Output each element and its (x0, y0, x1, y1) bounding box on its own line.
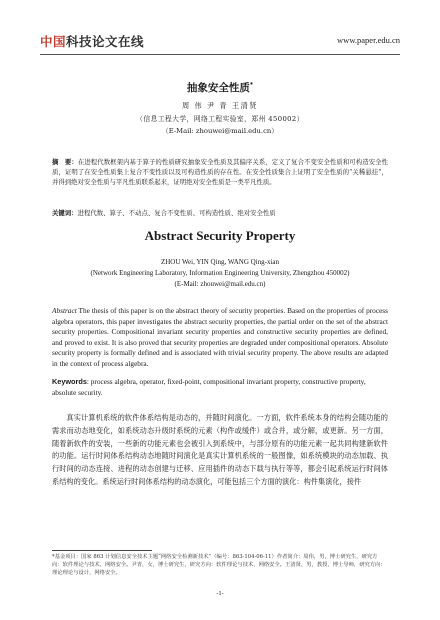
en-keywords-text: process algebra, operator, fixed-point, compositional invariant property, constructive property, absolute security. (52, 377, 366, 397)
cn-title-footnote-mark: * (249, 81, 254, 89)
cn-title-text: 抽象安全性质 (186, 82, 250, 94)
en-abstract (52, 306, 388, 370)
en-affiliation: (Network Engineering Laboratory, Information Engineering University, Zhengzhou 450002) (90, 269, 350, 277)
cn-affiliation: （信息工程大学，网络工程实验室，郑州 450002） (136, 115, 304, 123)
site-url[interactable]: www.paper.edu.cn (337, 35, 400, 45)
page-header (40, 30, 400, 52)
cn-abstract-text: 在进程代数框架内基于算子的性质研究抽象安全性质及其偏序关系，定义了复合不变安全性质和可构造安全性质，证明了在安全性质集上复合不变性质以及可构造性质的存在性。在安全性质集合上证明了安全性质的“关稀悬挂”，并得到绝对安全性质与平凡性质联系起来，证明绝对安全性质是一类平凡性质。 (52, 158, 389, 187)
cn-keywords-label: 关键词： (52, 209, 78, 217)
logo-dark-text: 科技论文在线 (66, 34, 145, 49)
body-paragraph: 真实计算机系统的软件体系结构是动态的，并随时间演化。一方面，软件系统本身的结构会随功能的需求而动态地变化，如系统动态升级时系统的元素（构件或缓件）或合并，或分解，或更新。另一方面，随着新软件的安装，一些新的功能元素也会被引入到系统中，与部分原有的功能元素一起共同构建新软件的功能。运行时间体系结构动态地随时间演化是真实计算机系统的一般图像，如系统模块的动态加载、执行时间的动态连接、进程的动态创建与迁移、应用插件的动态下载与执行等等，都会引起系统运行时间体系结构的变化。系统运行时间体系结构的动态演化，可能包括三个方面的演化：构件集演化，接件 (52, 413, 388, 486)
logo-red-text: 中国 (40, 34, 67, 49)
en-keywords: Keywords: process algebra, operator, fixed-point, compositional invariant property, constructive property, absolute security. (52, 377, 366, 397)
en-keywords-label: Keywords (52, 377, 87, 386)
en-abstract-text: The thesis of this paper is on the abstract theory of security properties. Based on the properties of process algebra operators, this paper investigates the abstract security properties, the partial order on the set of the abstract security properties. Compositional invariant security properties and constructive security properties are defined, and proved to exist. It is also proved that security properties are degraded under compositional operators. Absolute security property is formally defined and is associated with trivial security property. The above results are adapted in the context of process algebra. (52, 306, 388, 368)
footnote: *基金项目：国家 863 计划信息安全技术主题“网络安全检测新技术”（编号：863-104-06-11）作者简介：周伟，男，博士研究生，研究方向：软件理论与技术、网络安全。尹青，女，博士研究生，研究方向：软件理论与技术、网络安全。王清贤，男，教授，博士导师，研究方向：理论理论与设计，网络安全。 (52, 554, 386, 576)
cn-abstract-label: 摘 要： (52, 158, 78, 166)
cn-abstract (52, 157, 388, 188)
page-number: -1- (216, 590, 224, 597)
cn-email: （E-Mail: zhouwei@mail.edu.cn） (161, 127, 279, 135)
en-email: (E-Mail: zhouwei@mail.edu.cn) (174, 280, 266, 288)
header-divider (40, 54, 400, 55)
cn-authors: 周 伟 尹 青 王清贤 (182, 101, 258, 110)
site-logo (40, 32, 144, 50)
cn-keywords (52, 208, 388, 218)
en-title: Abstract Security Property (144, 228, 296, 243)
cn-keywords-text: 进程代数、算子、不动点、复合不变性质、可构造性质、绝对安全性质 (77, 209, 276, 217)
en-abstract-label: Abstract (52, 306, 77, 315)
footnote-divider (52, 550, 152, 551)
en-authors: ZHOU Wei, YIN Qing, WANG Qing-xian (160, 258, 280, 266)
cn-title (40, 80, 400, 95)
